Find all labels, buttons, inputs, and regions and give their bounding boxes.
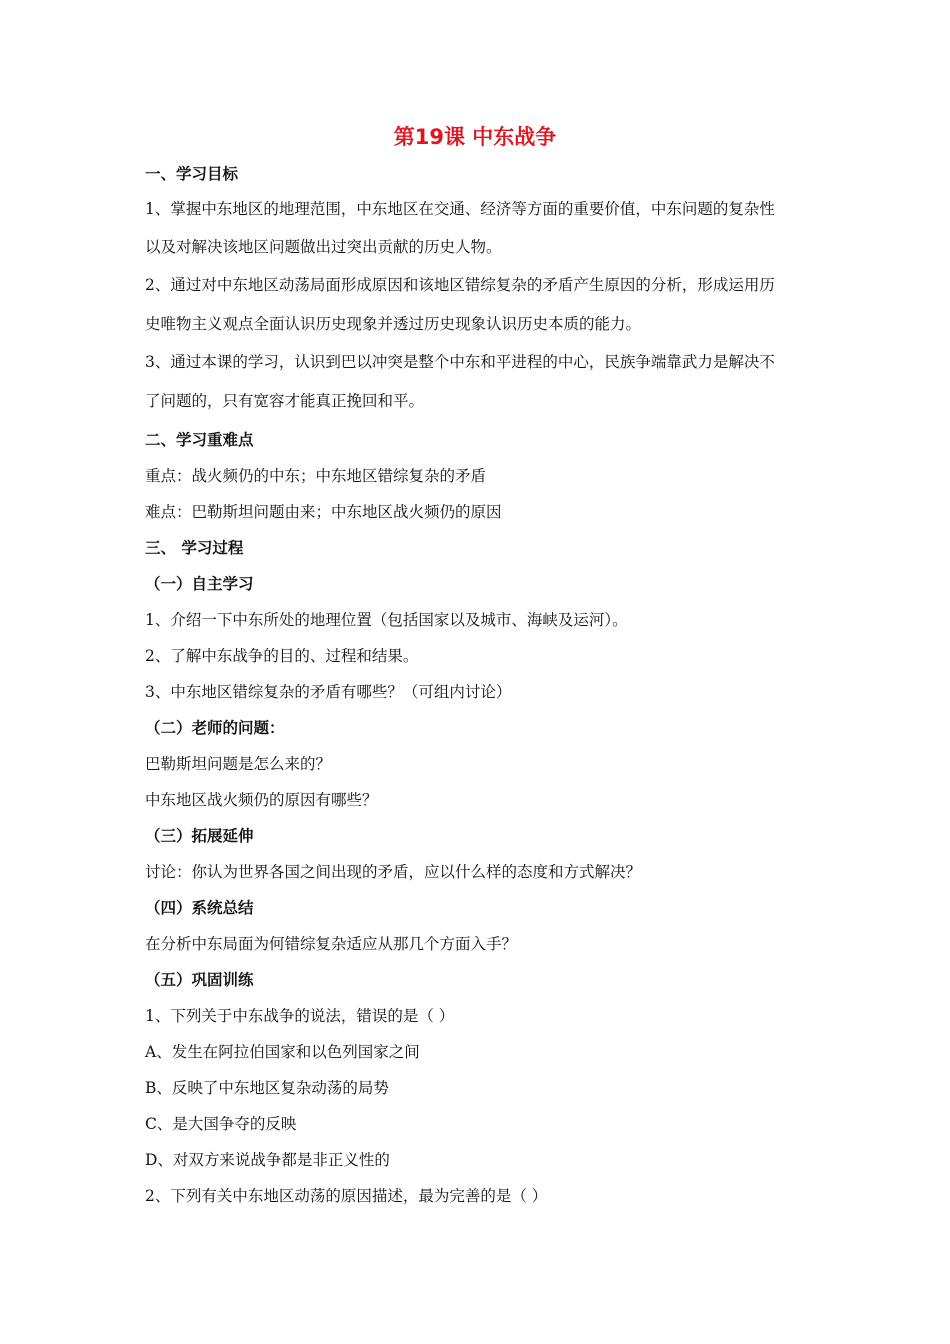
section-heading: 二、学习重难点: [145, 431, 254, 449]
text-line: D、对双方来说战争都是非正义性的: [145, 1151, 390, 1169]
text-line: 3、通过本课的学习，认识到巴以冲突是整个中东和平进程的中心，民族争端靠武力是解决不: [145, 353, 775, 371]
text-line: 在分析中东局面为何错综复杂适应从那几个方面入手？: [145, 935, 518, 953]
section-heading: （一）自主学习: [145, 575, 254, 593]
text-line: A、发生在阿拉伯国家和以色列国家之间: [145, 1043, 420, 1061]
text-line: 中东地区战火频仍的原因有哪些？: [145, 791, 378, 809]
text-line: C、是大国争夺的反映: [145, 1115, 297, 1133]
section-heading: （四）系统总结: [145, 899, 254, 917]
text-line: 1、下列关于中东战争的说法，错误的是（ ）: [145, 1007, 455, 1025]
text-line: 2、下列有关中东地区动荡的原因描述，最为完善的是（ ）: [145, 1187, 548, 1205]
section-heading: 三、 学习过程: [145, 539, 244, 557]
text-line: 3、中东地区错综复杂的矛盾有哪些？（可组内讨论）: [145, 683, 512, 701]
text-line: 1、介绍一下中东所处的地理位置（包括国家以及城市、海峡及运河）。: [145, 611, 628, 629]
text-line: B、反映了中东地区复杂动荡的局势: [145, 1079, 389, 1097]
text-line: 以及对解决该地区问题做出过突出贡献的历史人物。: [145, 238, 502, 256]
section-heading: （二）老师的问题：: [145, 719, 285, 737]
section-heading: 一、学习目标: [145, 165, 239, 183]
text-line: 1、掌握中东地区的地理范围，中东地区在交通、经济等方面的重要价值，中东问题的复杂性: [145, 200, 775, 218]
text-line: 2、了解中东战争的目的、过程和结果。: [145, 647, 419, 665]
text-line: 难点：巴勒斯坦问题由来；中东地区战火频仍的原因: [145, 503, 502, 521]
text-line: 2、通过对中东地区动荡局面形成原因和该地区错综复杂的矛盾产生原因的分析，形成运用历: [145, 276, 775, 294]
section-heading: （五）巩固训练: [145, 971, 254, 989]
section-heading: （三）拓展延伸: [145, 827, 254, 845]
page-title: 第19课 中东战争: [393, 125, 557, 149]
text-line: 重点：战火频仍的中东；中东地区错综复杂的矛盾: [145, 467, 487, 485]
text-line: 讨论：你认为世界各国之间出现的矛盾，应以什么样的态度和方式解决？: [145, 863, 642, 881]
text-line: 了问题的，只有宽容才能真正挽回和平。: [145, 392, 425, 410]
text-line: 史唯物主义观点全面认识历史现象并透过历史现象认识历史本质的能力。: [145, 315, 642, 333]
text-line: 巴勒斯坦问题是怎么来的？: [145, 755, 332, 773]
